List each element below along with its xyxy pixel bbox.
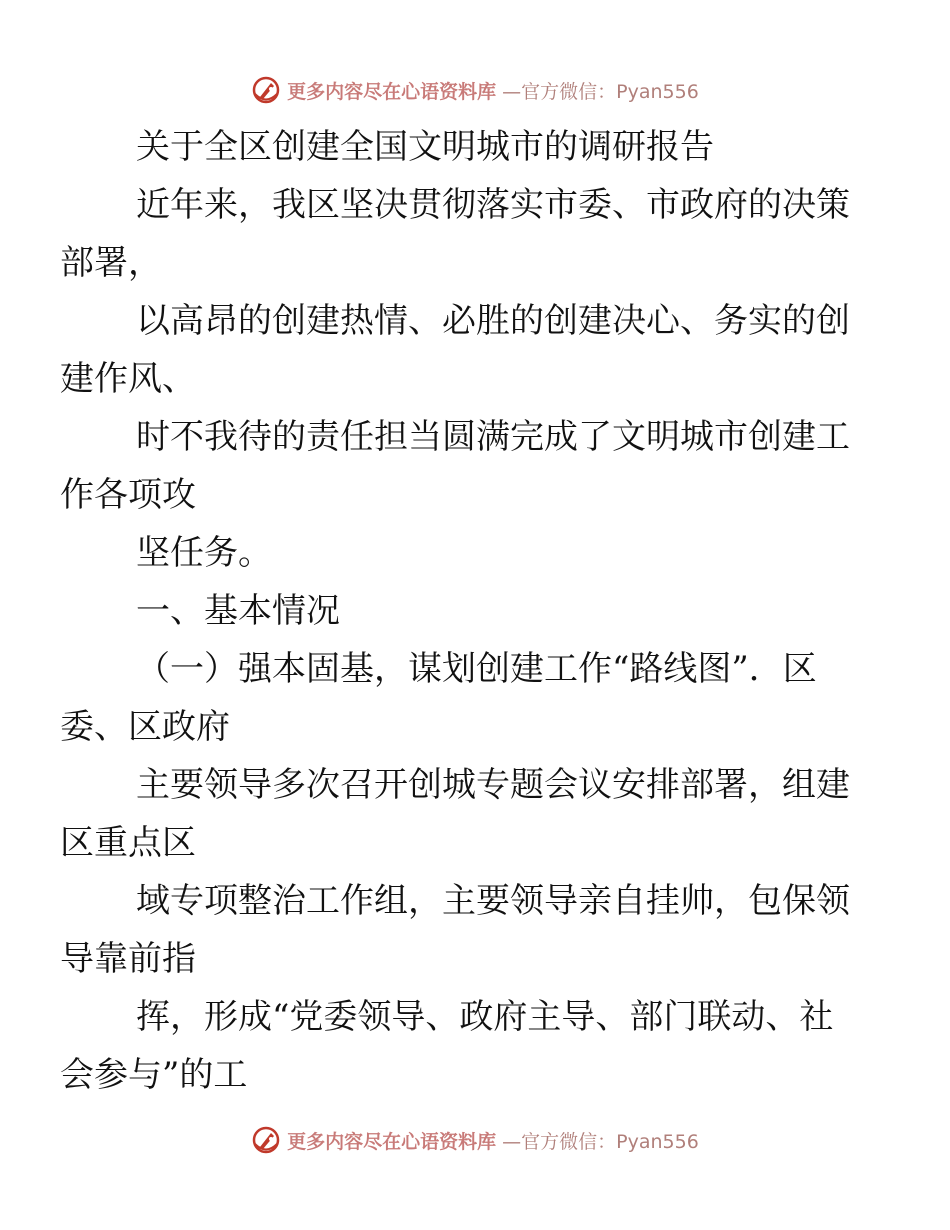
paragraph-line [60, 408, 858, 524]
footer-banner-sub-text: —官方微信：Pyan556 [502, 1130, 699, 1153]
paragraph-line-first: 坚任务。 [136, 533, 272, 573]
footer-banner [0, 1120, 950, 1160]
paragraph-line [60, 756, 858, 872]
document-title: 关于全区创建全国文明城市的调研报告 [136, 127, 714, 167]
paragraph-line-rest: 会参与”的工 [60, 1055, 248, 1095]
paragraph-line [60, 176, 858, 292]
paragraph-line [60, 988, 858, 1104]
paragraph-line-first: 挥，形成“党委领导、政府主导、部门联动、社 [136, 997, 834, 1037]
paragraph-line-first: 域专项整治工作组，主要领导亲自挂帅，包保领 [136, 881, 850, 921]
pen-nib-logo-icon [251, 75, 281, 105]
paragraph-line-rest: 导靠前指 [60, 939, 196, 979]
paragraph-line-rest: 部署， [60, 243, 162, 283]
header-banner-sub-text: —官方微信：Pyan556 [502, 80, 699, 103]
section-heading [98, 582, 858, 640]
paragraph-line-first: 以高昂的创建热情、必胜的创建决心、务实的创 [136, 301, 850, 341]
paragraph-line-first: 近年来，我区坚决贯彻落实市委、市政府的决策 [136, 185, 850, 225]
paragraph-line-rest: 作各项攻 [60, 475, 196, 515]
paragraph-line [60, 292, 858, 408]
paragraph-line-rest: 委、区政府 [60, 707, 230, 747]
paragraph-line [60, 640, 858, 756]
paragraph-line-first: 主要领导多次召开创城专题会议安排部署，组建 [136, 765, 850, 805]
paragraph-line-rest: 建作风、 [60, 359, 196, 399]
paragraph-line-rest: 区重点区 [60, 823, 196, 863]
section-heading-text: 一、基本情况 [136, 591, 340, 631]
paragraph-line [98, 524, 858, 582]
pen-nib-logo-icon [251, 1125, 281, 1155]
paragraph-line [60, 872, 858, 988]
header-banner-main-text: 更多内容尽在心语资料库 [287, 80, 497, 103]
paragraph-line-first: （一）强本固基，谋划创建工作“路线图”．区 [136, 649, 817, 689]
document-body [60, 118, 858, 1104]
header-banner [0, 70, 950, 110]
paragraph-line-first: 时不我待的责任担当圆满完成了文明城市创建工 [136, 417, 850, 457]
footer-banner-main-text: 更多内容尽在心语资料库 [287, 1130, 497, 1153]
